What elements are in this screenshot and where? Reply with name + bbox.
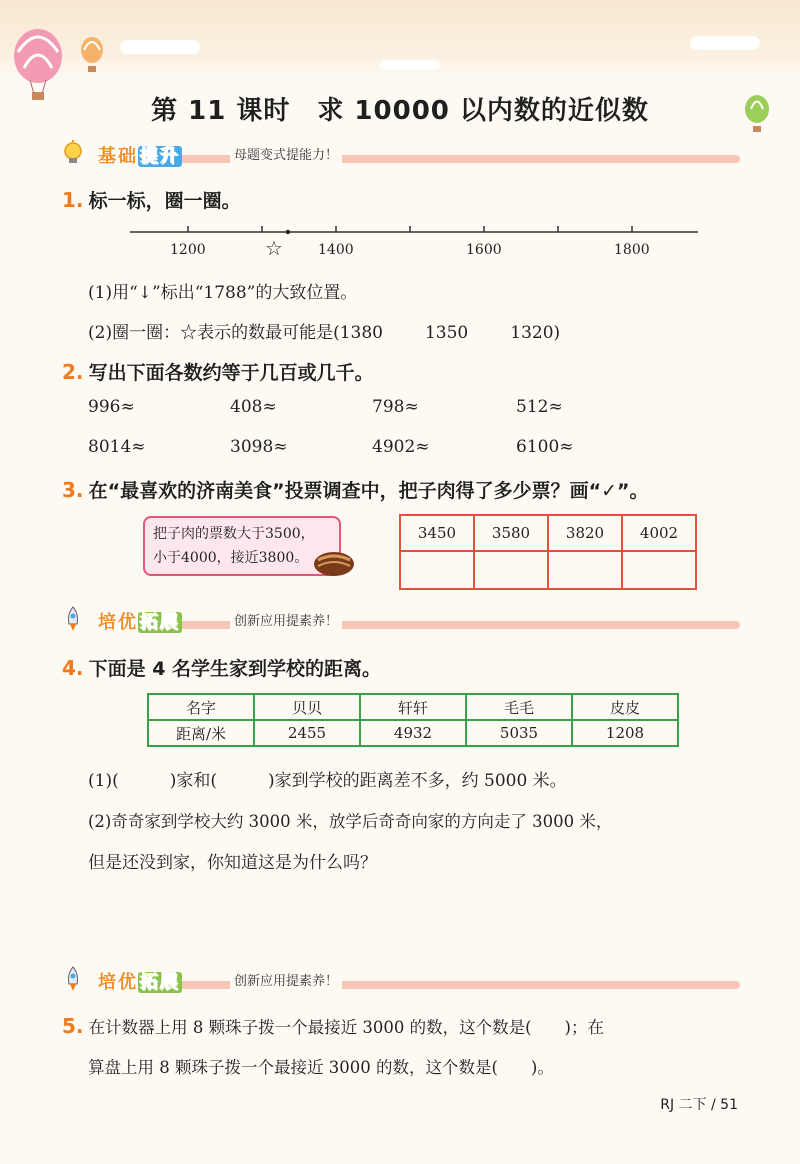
vote-options-table bbox=[399, 514, 697, 590]
option[interactable]: 1350 bbox=[424, 323, 469, 343]
table-cell: 5035 bbox=[466, 720, 572, 746]
star-position-dot bbox=[286, 230, 290, 234]
answer-cell[interactable] bbox=[622, 551, 696, 589]
vote-option: 4002 bbox=[622, 515, 696, 551]
question-text: 标一标，圈一圈。 bbox=[88, 190, 241, 212]
estimate-item[interactable]: 3098≈ bbox=[230, 437, 288, 457]
q4-sub1: (1)( )家和( )家到学校的距离差不多，约 5000 米。 bbox=[88, 771, 567, 791]
tick-label: 1200 bbox=[170, 242, 206, 258]
rocket-icon bbox=[60, 966, 86, 992]
page-title: 第 11 课时 求 10000 以内数的近似数 bbox=[151, 96, 649, 126]
cloud-icon bbox=[690, 36, 760, 50]
question-number: 5. bbox=[62, 1014, 84, 1038]
question-text: 在计数器上用 8 颗珠子拨一个最接近 3000 的数，这个数是( )；在 bbox=[88, 1018, 604, 1037]
section-label bbox=[98, 968, 182, 994]
q1-sub1: (1)用“↓”标出“1788”的大致位置。 bbox=[88, 283, 358, 303]
q4-sub2-line1: (2)奇奇家到学校大约 3000 米，放学后奇奇向家的方向走了 3000 米， bbox=[88, 812, 613, 831]
section-label-a: 培优 bbox=[98, 972, 138, 993]
table-cell: 4932 bbox=[360, 720, 466, 746]
question-text: 下面是 4 名学生家到学校的距离。 bbox=[88, 658, 382, 680]
tick-label: 1400 bbox=[318, 242, 354, 258]
option[interactable]: 1380 bbox=[339, 323, 383, 343]
table-header: 毛毛 bbox=[466, 694, 572, 720]
star-icon: ☆ bbox=[265, 236, 283, 260]
q1-sub2-prefix: (2)圈一圈：☆表示的数最可能是( bbox=[88, 323, 340, 343]
table-header: 贝贝 bbox=[254, 694, 360, 720]
vote-option: 3580 bbox=[474, 515, 548, 551]
question-number: 1. bbox=[62, 188, 84, 212]
vote-option: 3450 bbox=[400, 515, 474, 551]
section-label bbox=[98, 142, 182, 168]
section-note: 创新应用提素养！ bbox=[230, 610, 342, 629]
table-header: 轩轩 bbox=[360, 694, 466, 720]
braised-pork-icon bbox=[312, 548, 358, 580]
section-header-basic bbox=[60, 144, 740, 166]
estimate-item[interactable]: 798≈ bbox=[372, 397, 419, 417]
question-1 bbox=[62, 186, 241, 213]
question-5 bbox=[62, 1014, 604, 1038]
question-number: 2. bbox=[62, 360, 84, 384]
question-text: 写出下面各数约等于几百或几千。 bbox=[88, 362, 374, 384]
estimate-item[interactable]: 4902≈ bbox=[372, 437, 430, 457]
question-text: 在“最喜欢的济南美食”投票调查中，把子肉得了多少票？画“✓”。 bbox=[88, 480, 649, 502]
rocket-icon bbox=[60, 606, 86, 632]
vote-option: 3820 bbox=[548, 515, 622, 551]
lightbulb-icon bbox=[60, 140, 86, 166]
section-note: 创新应用提素养！ bbox=[230, 970, 342, 989]
section-label-b: 拓展 bbox=[140, 612, 180, 633]
estimate-item[interactable]: 996≈ bbox=[88, 397, 135, 417]
answer-cell[interactable] bbox=[474, 551, 548, 589]
section-header-advanced bbox=[60, 610, 740, 632]
answer-cell[interactable] bbox=[548, 551, 622, 589]
distance-table bbox=[147, 693, 679, 747]
question-4 bbox=[62, 654, 381, 681]
estimate-item[interactable]: 512≈ bbox=[516, 397, 563, 417]
table-cell: 1208 bbox=[572, 720, 678, 746]
section-label-a: 培优 bbox=[98, 612, 138, 633]
question-number: 4. bbox=[62, 656, 84, 680]
tick-label: 1600 bbox=[466, 242, 502, 258]
option[interactable]: 1320) bbox=[510, 323, 561, 343]
table-cell: 2455 bbox=[254, 720, 360, 746]
cloud-icon bbox=[120, 40, 200, 54]
estimate-item[interactable]: 408≈ bbox=[230, 397, 277, 417]
question-2 bbox=[62, 358, 374, 385]
hint-line: 把子肉的票数大于3500， bbox=[153, 526, 315, 542]
estimate-item[interactable]: 8014≈ bbox=[88, 437, 146, 457]
hot-air-balloon-icon bbox=[78, 36, 108, 78]
q5-line2: 算盘上用 8 颗珠子拨一个最接近 3000 的数，这个数是( )。 bbox=[88, 1058, 554, 1077]
section-label bbox=[98, 608, 182, 634]
tick-label: 1800 bbox=[614, 242, 650, 258]
table-header: 名字 bbox=[148, 694, 254, 720]
section-label-b: 拓展 bbox=[140, 972, 180, 993]
section-label-a: 基础 bbox=[98, 146, 138, 167]
table-header: 皮皮 bbox=[572, 694, 678, 720]
page-footer: RJ 二下 / 51 bbox=[660, 1097, 738, 1113]
question-3 bbox=[62, 476, 648, 503]
table-cell: 距离/米 bbox=[148, 720, 254, 746]
section-header-advanced bbox=[60, 970, 740, 992]
q1-sub2 bbox=[88, 318, 560, 343]
cloud-icon bbox=[380, 60, 440, 70]
answer-cell[interactable] bbox=[400, 551, 474, 589]
section-note: 母题变式提能力！ bbox=[230, 144, 342, 163]
q4-sub2-line2: 但是还没到家，你知道这是为什么吗？ bbox=[88, 853, 377, 873]
estimate-item[interactable]: 6100≈ bbox=[516, 437, 574, 457]
hint-line: 小于4000，接近3800。 bbox=[153, 550, 309, 566]
section-label-b: 提升 bbox=[140, 146, 180, 167]
question-number: 3. bbox=[62, 478, 84, 502]
